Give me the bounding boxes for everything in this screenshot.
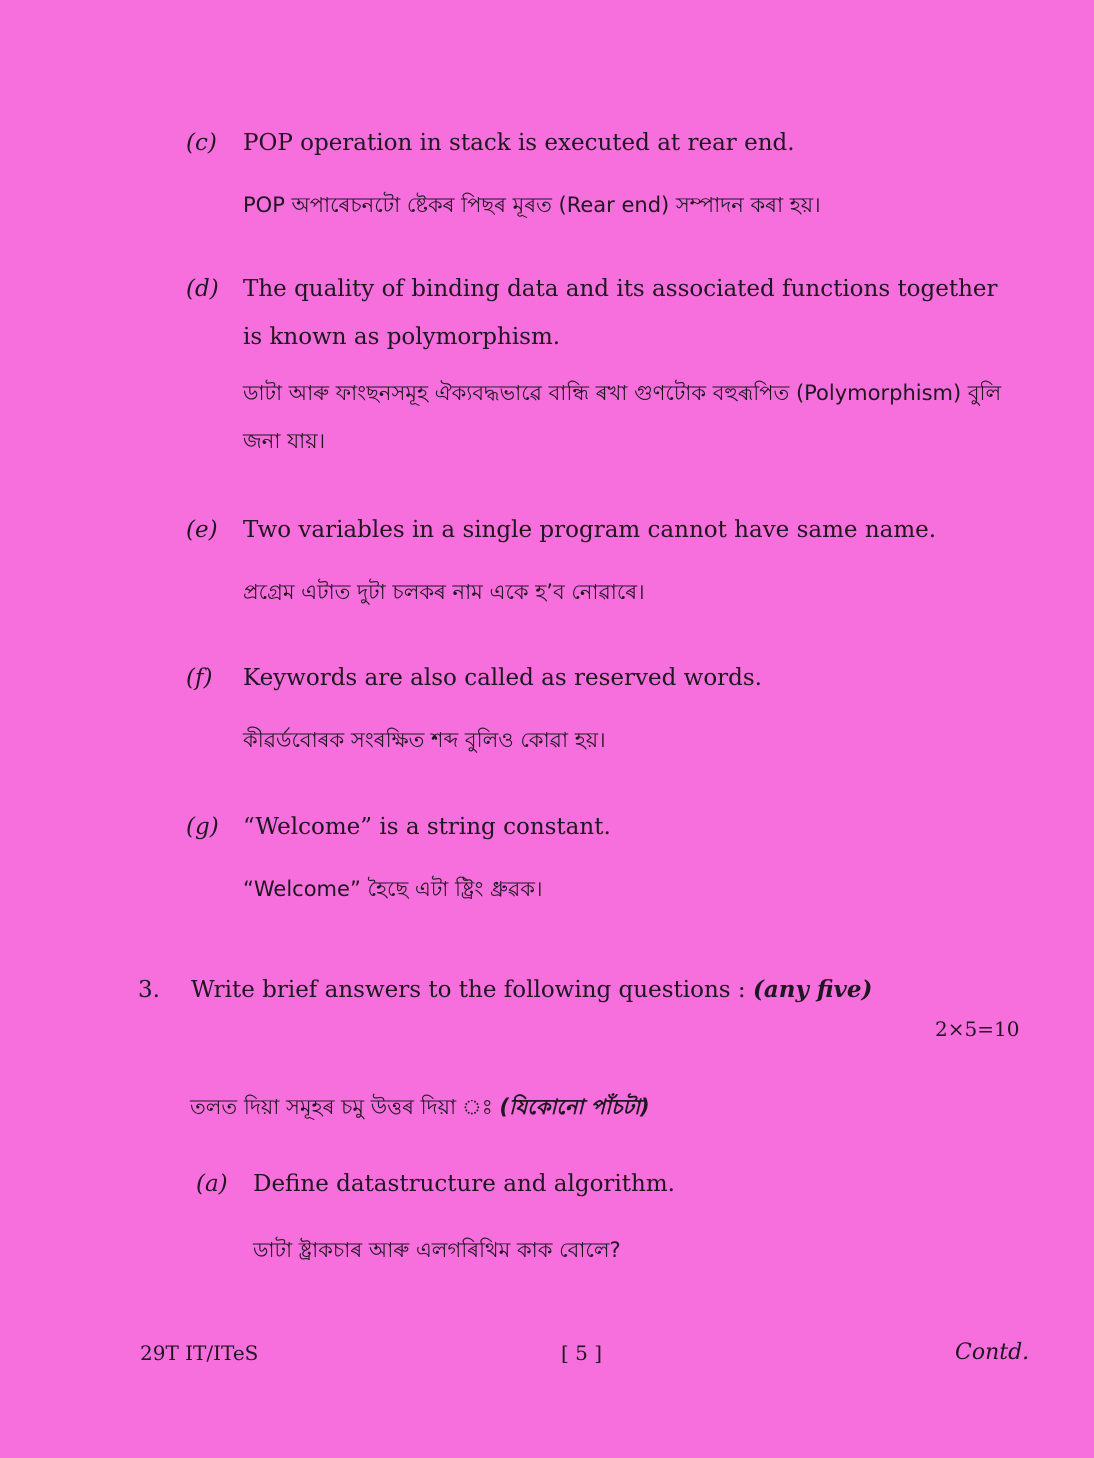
- statement-english: Two variables in a single program cannot have same name.: [243, 517, 937, 543]
- statement-english: Keywords are also called as reserved words.: [243, 665, 762, 691]
- question-assamese-emphasis: (যিকোনো পাঁচটা): [499, 1095, 650, 1119]
- statement-assamese: POP অপাৰেচনটো ষ্টেকৰ পিছৰ মূৰত (Rear end) সম্পাদন কৰা হয়।: [243, 193, 821, 217]
- statement-assamese: কীৱৰ্ডবোৰক সংৰক্ষিত শব্দ বুলিও কোৱা হয়।: [243, 728, 606, 752]
- statement-e: [186, 515, 1016, 607]
- statement-english: “Welcome” is a string constant.: [243, 814, 611, 840]
- statement-english: POP operation in stack is executed at rear end.: [243, 130, 795, 156]
- question-3a: [196, 1169, 996, 1265]
- statement-g: [186, 812, 1016, 904]
- question-text: [191, 975, 872, 1005]
- item-label: (c): [186, 130, 217, 156]
- item-label: (d): [186, 276, 219, 302]
- statement-assamese: ডাটা আৰু ফাংছনসমূহ ঐক্যবদ্ধভাৱে বান্ধি ৰখা গুণটোক বহুৰূপিত (Polymorphism) বুলি জনা যায়।: [243, 381, 1002, 453]
- continued-marker: Contd.: [955, 1340, 1030, 1365]
- question-english: Define datastructure and algorithm.: [253, 1171, 675, 1197]
- statement-assamese: প্ৰগ্ৰেম এটাত দুটা চলকৰ নাম একে হ’ব নোৱাৰে।: [243, 580, 645, 604]
- item-label: (f): [186, 665, 213, 691]
- statement-d: [186, 274, 1016, 465]
- page-number: [ 5 ]: [561, 1341, 603, 1365]
- statement-f: [186, 663, 1016, 755]
- question-3-assamese: [190, 1092, 650, 1122]
- question-assamese: ডাটা ষ্ট্ৰাকচাৰ আৰু এলগৰিথিম কাক বোলে?: [253, 1238, 621, 1262]
- item-label: (a): [196, 1171, 228, 1197]
- item-label: (g): [186, 814, 219, 840]
- question-number: 3.: [138, 977, 160, 1003]
- question-text-main: Write brief answers to the following questions :: [191, 977, 746, 1003]
- question-assamese-main: তলত দিয়া সমূহৰ চমু উত্তৰ দিয়া ঃ: [190, 1095, 493, 1119]
- paper-code: 29T IT/ITeS: [140, 1341, 259, 1365]
- statement-assamese: “Welcome” হৈছে এটা ষ্ট্ৰিং ধ্ৰুৱক।: [243, 877, 543, 901]
- question-emphasis: (any five): [752, 976, 873, 1003]
- marks-allocation: 2×5=10: [935, 1017, 1020, 1041]
- item-label: (e): [186, 517, 218, 543]
- statement-c: [186, 128, 1016, 220]
- statement-english: The quality of binding data and its associated functions together is known as polymorphism.: [243, 276, 998, 350]
